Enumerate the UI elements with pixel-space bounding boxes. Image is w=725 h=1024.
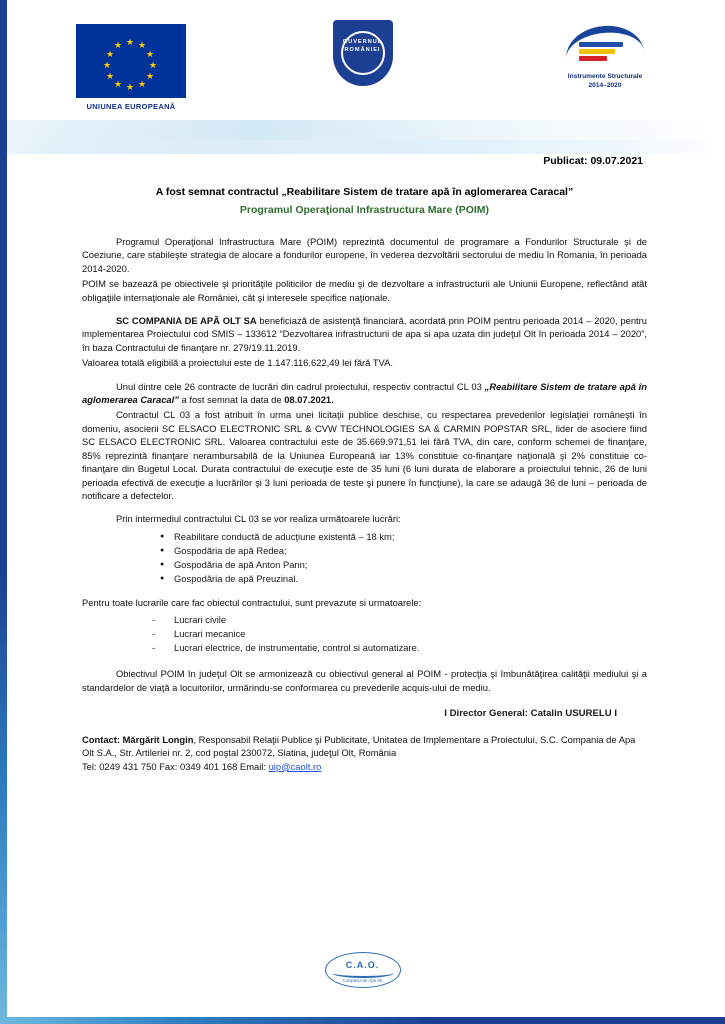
- cao-logo-subtext: Compania de Apa Olt: [342, 978, 383, 983]
- footer-logo: [308, 952, 418, 988]
- list-item: ● Gospodăria de apă Redea;: [160, 544, 647, 558]
- gov-logo-line1: GUVERNUL: [342, 39, 383, 45]
- page-subtitle: Programul Operaţional Infrastructura Mare (POIM): [239, 204, 490, 216]
- paragraph-8: Pentru toate lucrarile care fac obiectul contractului, sunt prevazute si urmatoarele:: [82, 596, 422, 608]
- paragraph-3-rest: beneficiază de asistenţă financiară, acordată prin POIM pentru perioada 2014 – 2020, pentru implementarea Proiectului cod SMIS – 133612 “Dezvoltarea infrastructurii de apa si apa uzata din judeţul Olt în perioada 2014 – 2020”, în baza Contractului de finanţare nr. 279/19.11.2019.: [82, 315, 647, 353]
- structural-instruments-logo: [545, 20, 665, 90]
- additional-works-list: [82, 613, 647, 655]
- signing-date: 08.07.2021.: [284, 394, 334, 406]
- cao-logo-text: C.A.O.: [345, 960, 380, 970]
- list-item: - Lucrari civile: [152, 613, 647, 627]
- paragraph-9: Obiectivul POIM în judeţul Olt se armonizează cu obiectivul general al POIM - protecţia şi îmbunătăţirea calităţii mediului şi a standardelor de viaţă a locuitorilor, urmărindu-se conformarea cu prevederile acquis-ului de mediu.: [82, 668, 647, 693]
- gov-logo-line2: ROMÂNIEI: [344, 47, 381, 53]
- company-name: SC COMPANIA DE APĂ OLT SA: [116, 315, 257, 327]
- list-item: ● Gospodăria de apă Anton Pann;: [160, 558, 647, 572]
- page-title: A fost semnat contractul „Reabilitare Sistem de tratare apă în aglomerarea Caracal”: [155, 186, 574, 198]
- romanian-government-emblem-icon: [333, 20, 393, 86]
- contact-person: Mărgărit Longin: [122, 733, 194, 745]
- bottom-accent-bar: [0, 1017, 725, 1024]
- paragraph-7: Prin intermediul contractului CL 03 se vor realiza următoarele lucrări:: [116, 513, 401, 525]
- document-header: [0, 0, 725, 120]
- structural-instruments-logo-icon: [557, 20, 653, 70]
- contact-email-link[interactable]: uip@caolt.ro: [268, 760, 322, 772]
- contact-details: , Responsabil Relaţii Publice şi Publicitate, Unitatea de Implementare a Proiectului, S.C. Compania de Apa Olt S.A., Str. Artileriei nr. 2, cod poştal 230072, Slatina, judeţul Olt, România: [82, 733, 636, 759]
- cao-logo-icon: [325, 952, 401, 988]
- list-item: - Lucrari mecanice: [152, 627, 647, 641]
- structural-logo-caption-line2: 2014–2020: [588, 82, 622, 89]
- list-item: ● Gospodăria de apă Preuzinal.: [160, 572, 647, 586]
- list-item: ● Reabilitare conductă de aducţiune existentă – 18 km;: [160, 530, 647, 544]
- paragraph-1: Programul Operaţional Infrastructura Mare (POIM) reprezintă documentul de programare a Fondurilor Structurale şi de Coeziune, care stabileşte strategia de alocare a fondurilor europene, în vederea dezvoltării sectorului de mediu în Romania, în perioada 2014-2020.: [82, 236, 647, 274]
- eu-logo: [72, 24, 190, 111]
- decorative-band: [7, 120, 725, 154]
- government-logo: [318, 20, 408, 86]
- eu-logo-caption: UNIUNEA EUROPEANĂ: [86, 102, 176, 111]
- paragraph-5-c: a fost semnat la data de: [178, 394, 285, 406]
- contract-name: „Reabilitare Sistem de tratare apă în aglomerarea Caracal”: [82, 380, 647, 406]
- contact-label: Contact:: [82, 733, 123, 745]
- works-list: [82, 530, 647, 586]
- eu-flag-icon: ★ ★ ★ ★ ★ ★ ★ ★ ★ ★ ★ ★: [76, 24, 186, 98]
- paragraph-5-a: Unul dintre cele 26 contracte de lucrări din cadrul proiectului, respectiv contractul CL 03: [116, 380, 485, 392]
- paragraph-2: POIM se bazează pe obiectivele şi priorităţile politicilor de mediu şi de dezvoltare a infrastructurii ale Uniunii Europene, reflectând atât obligaţiile internaţionale ale României, cât şi interesele specifice naţionale.: [82, 278, 647, 303]
- document-body: [0, 155, 725, 773]
- structural-logo-caption-line1: Instrumente Structurale: [567, 73, 643, 80]
- contact-phone-line: Tel: 0249 431 750 Fax: 0349 401 168 Email:: [82, 760, 269, 772]
- list-item: - Lucrari electrice, de instrumentatie, control si automatizare.: [152, 641, 647, 655]
- paragraph-4: Valoarea totală eligibilă a proiectului este de 1.147.116.622,49 lei fără TVA.: [82, 357, 393, 369]
- contact-block: [82, 733, 647, 773]
- paragraph-6: Contractul CL 03 a fost atribuit în urma unei licitaţii publice deschise, cu respectarea prevederilor legislaţiei româneşti în domeniu, asocierii SC ELSACO ELECTRONIC SRL & CVW TECHNOLOGIES SA & CARMIN POPSTAR SRL, lider de asociere fiind SC ELSACO ELECTRONIC SRL. Valoarea contractului este de 35.669.971,51 lei fără TVA, din care, conform schemei de finanţare, 85% reprezintă finanţare nerambursabilă de la Uniunea Europeană iar 13% constituie co-finanţare naţională şi 2% constituie co-finanţare din Bugetul Local. Durata contractului de execuţie este de 35 luni (6 luni durata de elaborare a proiectului tehnic, 26 de luni perioada efectivă de execuţie a lucrărilor şi 3 luni perioada de teste şi punere în funcţiune), la care se adaugă 36 de luni – perioada de notificare a defectelor.: [82, 409, 647, 501]
- director-signature: I Director General: Catalin USURELU I: [444, 707, 617, 719]
- published-date: Publicat: 09.07.2021: [543, 155, 643, 167]
